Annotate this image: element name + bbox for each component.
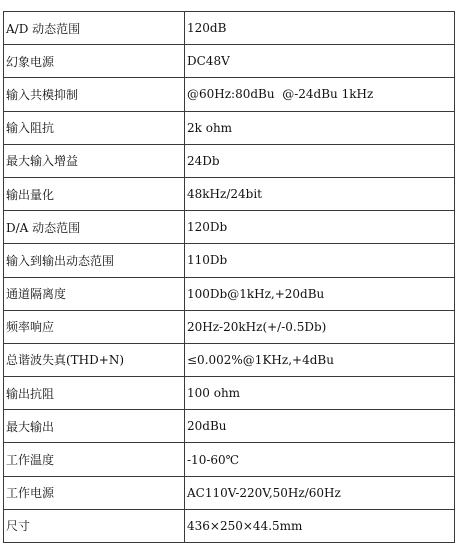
param-label: 总谐波失真(THD+N): [4, 343, 185, 376]
param-value: ≤0.002%@1KHz,+4dBu: [185, 343, 455, 376]
table-row: [4, 310, 455, 343]
table-row: [4, 277, 455, 310]
spec-table-body: [4, 12, 455, 543]
param-value: DC48V: [185, 45, 455, 78]
param-value: 436×250×44.5mm: [185, 509, 455, 542]
param-value: 120Db: [185, 211, 455, 244]
table-row: [4, 211, 455, 244]
table-row: [4, 177, 455, 210]
param-value: 110Db: [185, 244, 455, 277]
param-label: 通道隔离度: [4, 277, 185, 310]
param-value: 2k ohm: [185, 111, 455, 144]
table-row: [4, 144, 455, 177]
param-label: 输入共模抑制: [4, 78, 185, 111]
table-row: [4, 12, 455, 45]
table-row: [4, 410, 455, 443]
param-value: 120dB: [185, 12, 455, 45]
param-label: 输入到输出动态范围: [4, 244, 185, 277]
param-value: 100Db@1kHz,+20dBu: [185, 277, 455, 310]
param-label: 输出抗阻: [4, 377, 185, 410]
param-value: 20dBu: [185, 410, 455, 443]
param-label: 尺寸: [4, 509, 185, 542]
table-row: [4, 343, 455, 376]
table-row: [4, 45, 455, 78]
param-label: A/D 动态范围: [4, 12, 185, 45]
param-value: -10-60℃: [185, 443, 455, 476]
table-row: [4, 476, 455, 509]
param-value: 100 ohm: [185, 377, 455, 410]
param-label: 输入阻抗: [4, 111, 185, 144]
table-row: [4, 244, 455, 277]
param-value: 24Db: [185, 144, 455, 177]
spec-table: [3, 11, 455, 543]
param-value: 48kHz/24bit: [185, 177, 455, 210]
table-row: [4, 377, 455, 410]
param-value: AC110V-220V,50Hz/60Hz: [185, 476, 455, 509]
param-label: 输出量化: [4, 177, 185, 210]
param-label: 工作电源: [4, 476, 185, 509]
table-row: [4, 78, 455, 111]
param-value: 20Hz-20kHz(+/-0.5Db): [185, 310, 455, 343]
param-label: D/A 动态范围: [4, 211, 185, 244]
table-row: [4, 443, 455, 476]
param-label: 最大输出: [4, 410, 185, 443]
param-label: 最大输入增益: [4, 144, 185, 177]
param-label: 幻象电源: [4, 45, 185, 78]
table-row: [4, 111, 455, 144]
param-value: @60Hz:80dBu @-24dBu 1kHz: [185, 78, 455, 111]
param-label: 工作温度: [4, 443, 185, 476]
param-label: 频率响应: [4, 310, 185, 343]
table-row: [4, 509, 455, 542]
